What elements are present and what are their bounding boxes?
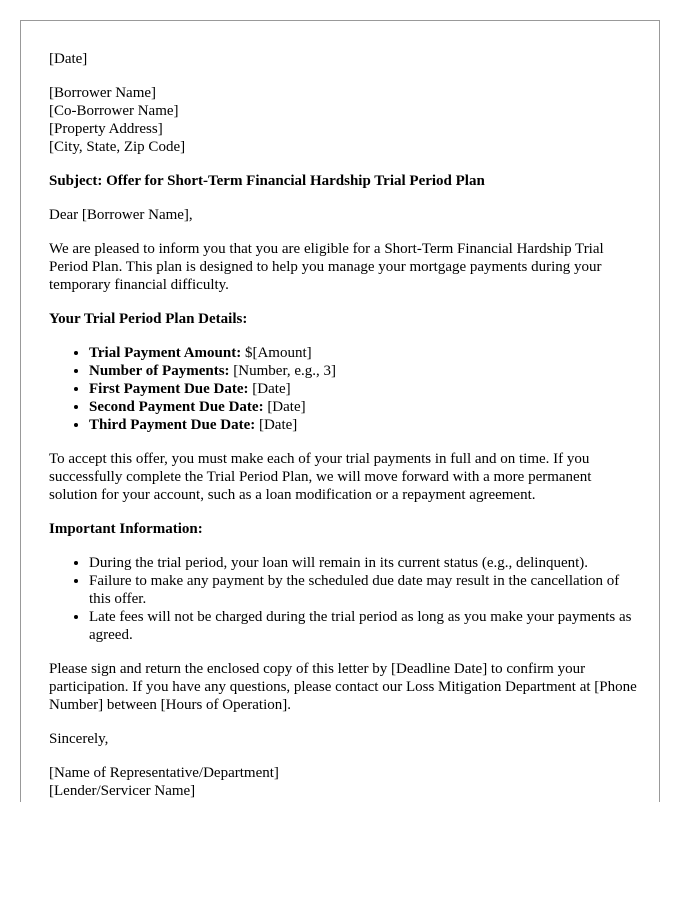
details-list (49, 344, 639, 434)
property-address: [Property Address] (49, 121, 163, 137)
details-heading: Your Trial Period Plan Details: (49, 311, 248, 327)
details-value: [Date] (263, 399, 306, 415)
city-state-zip: [City, State, Zip Code] (49, 139, 186, 155)
sign-off: Sincerely, (49, 731, 109, 747)
important-item: • Failure to make any payment by the scheduled due date may result in the cancellation of this offer. (89, 572, 639, 608)
acceptance-paragraph: To accept this offer, you must make each of your trial payments in full and on time. If you successfully complete the Trial Period Plan, we will move forward with a more permanent solution for your account, such as a loan modification or a repayment agreement. (49, 451, 592, 503)
details-value: [Number, e.g., 3] (229, 363, 336, 379)
important-item: • During the trial period, your loan will remain in its current status (e.g., delinquent). (89, 554, 639, 572)
important-list (49, 554, 639, 644)
subject-line: Subject: Offer for Short-Term Financial Hardship Trial Period Plan (49, 173, 485, 189)
details-label: Trial Payment Amount: (89, 345, 242, 361)
details-item (89, 362, 639, 380)
important-item: • Late fees will not be charged during the trial period as long as you make your payments as agreed. (89, 608, 639, 644)
letter-date: [Date] (49, 51, 88, 67)
letter-content (49, 50, 639, 802)
details-label: Third Payment Due Date: (89, 417, 256, 433)
important-heading: Important Information: (49, 521, 203, 537)
recipient-address (49, 84, 639, 156)
letter-page (20, 20, 660, 802)
intro-paragraph: We are pleased to inform you that you are eligible for a Short-Term Financial Hardship Trial Period Plan. This plan is designed to help you manage your mortgage payments during your temporary financial difficulty. (49, 241, 604, 293)
details-label: First Payment Due Date: (89, 381, 249, 397)
details-value: [Date] (248, 381, 291, 397)
co-borrower-name: [Co-Borrower Name] (49, 103, 179, 119)
details-item (89, 398, 639, 416)
representative-name: [Name of Representative/Department] (49, 765, 279, 781)
details-value: $[Amount] (241, 345, 312, 361)
details-value: [Date] (255, 417, 298, 433)
closing-paragraph: Please sign and return the enclosed copy of this letter by [Deadline Date] to confirm your participation. If you have any questions, please contact our Loss Mitigation Department at [Phone Number] between [Hours of Operation]. (49, 661, 637, 713)
details-label: Number of Payments: (89, 363, 230, 379)
salutation: Dear [Borrower Name], (49, 207, 193, 223)
details-item (89, 416, 639, 434)
details-item (89, 380, 639, 398)
signature-block (49, 764, 639, 800)
borrower-name: [Borrower Name] (49, 85, 157, 101)
details-item (89, 344, 639, 362)
lender-name: [Lender/Servicer Name] (49, 783, 196, 799)
details-label: Second Payment Due Date: (89, 399, 264, 415)
